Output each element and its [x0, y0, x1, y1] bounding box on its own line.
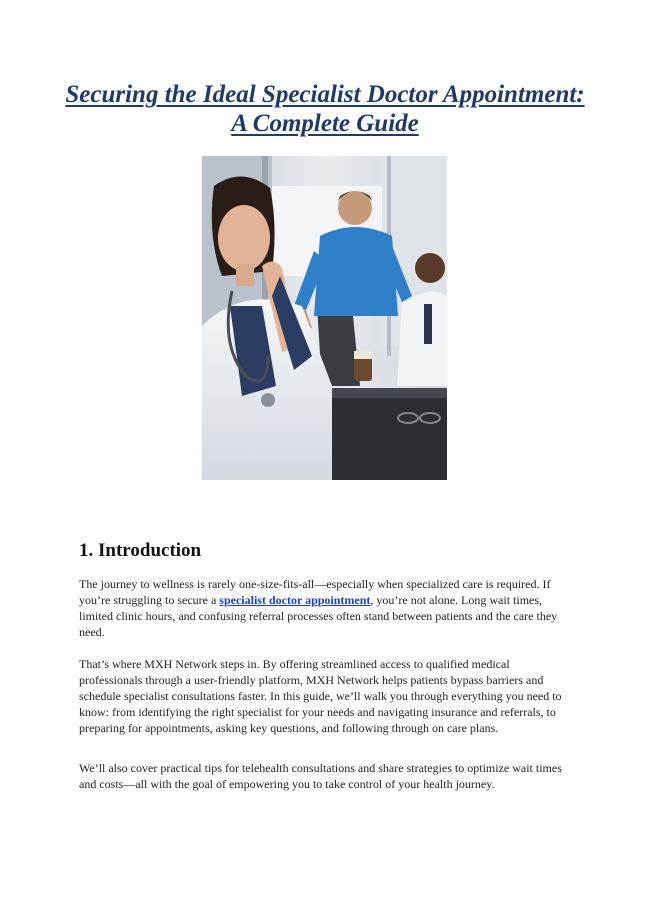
- intro-paragraph-3: We’ll also cover practical tips for telehealth consultations and share strategies to optimize wait times and costs—all with the goal of empowering you to take control of your health journey.: [79, 761, 562, 791]
- intro-paragraph-2: That’s where MXH Network steps in. By offering streamlined access to qualified medical professionals through a user-friendly platform, MXH Network helps patients bypass barriers and schedule specialist consultations faster. In this guide, we’ll walk you through everything you need to know: from identifying the right specialist for your needs and navigating insurance and referrals, to preparing for appointments, asking key questions, and following through on care plans.: [79, 657, 562, 735]
- doctors-illustration: [202, 156, 447, 480]
- intro-paragraph-1: [79, 576, 571, 640]
- specialist-appointment-link[interactable]: specialist doctor appointment: [219, 593, 371, 607]
- doctors-photo: [202, 156, 447, 480]
- paragraph-1-text-before-link: The journey to wellness is rarely one-size-fits-all—especially when specialized care is required. If you’re struggling to secure a: [79, 577, 551, 607]
- document-title: Securing the Ideal Specialist Doctor Appointment: A Complete Guide: [65, 81, 585, 137]
- section-heading-introduction: 1. Introduction: [79, 540, 202, 561]
- paragraph-1-text-after-link: , you’re not alone. Long wait times, limited clinic hours, and confusing referral processes often stand between patients and the care they need.: [79, 593, 558, 639]
